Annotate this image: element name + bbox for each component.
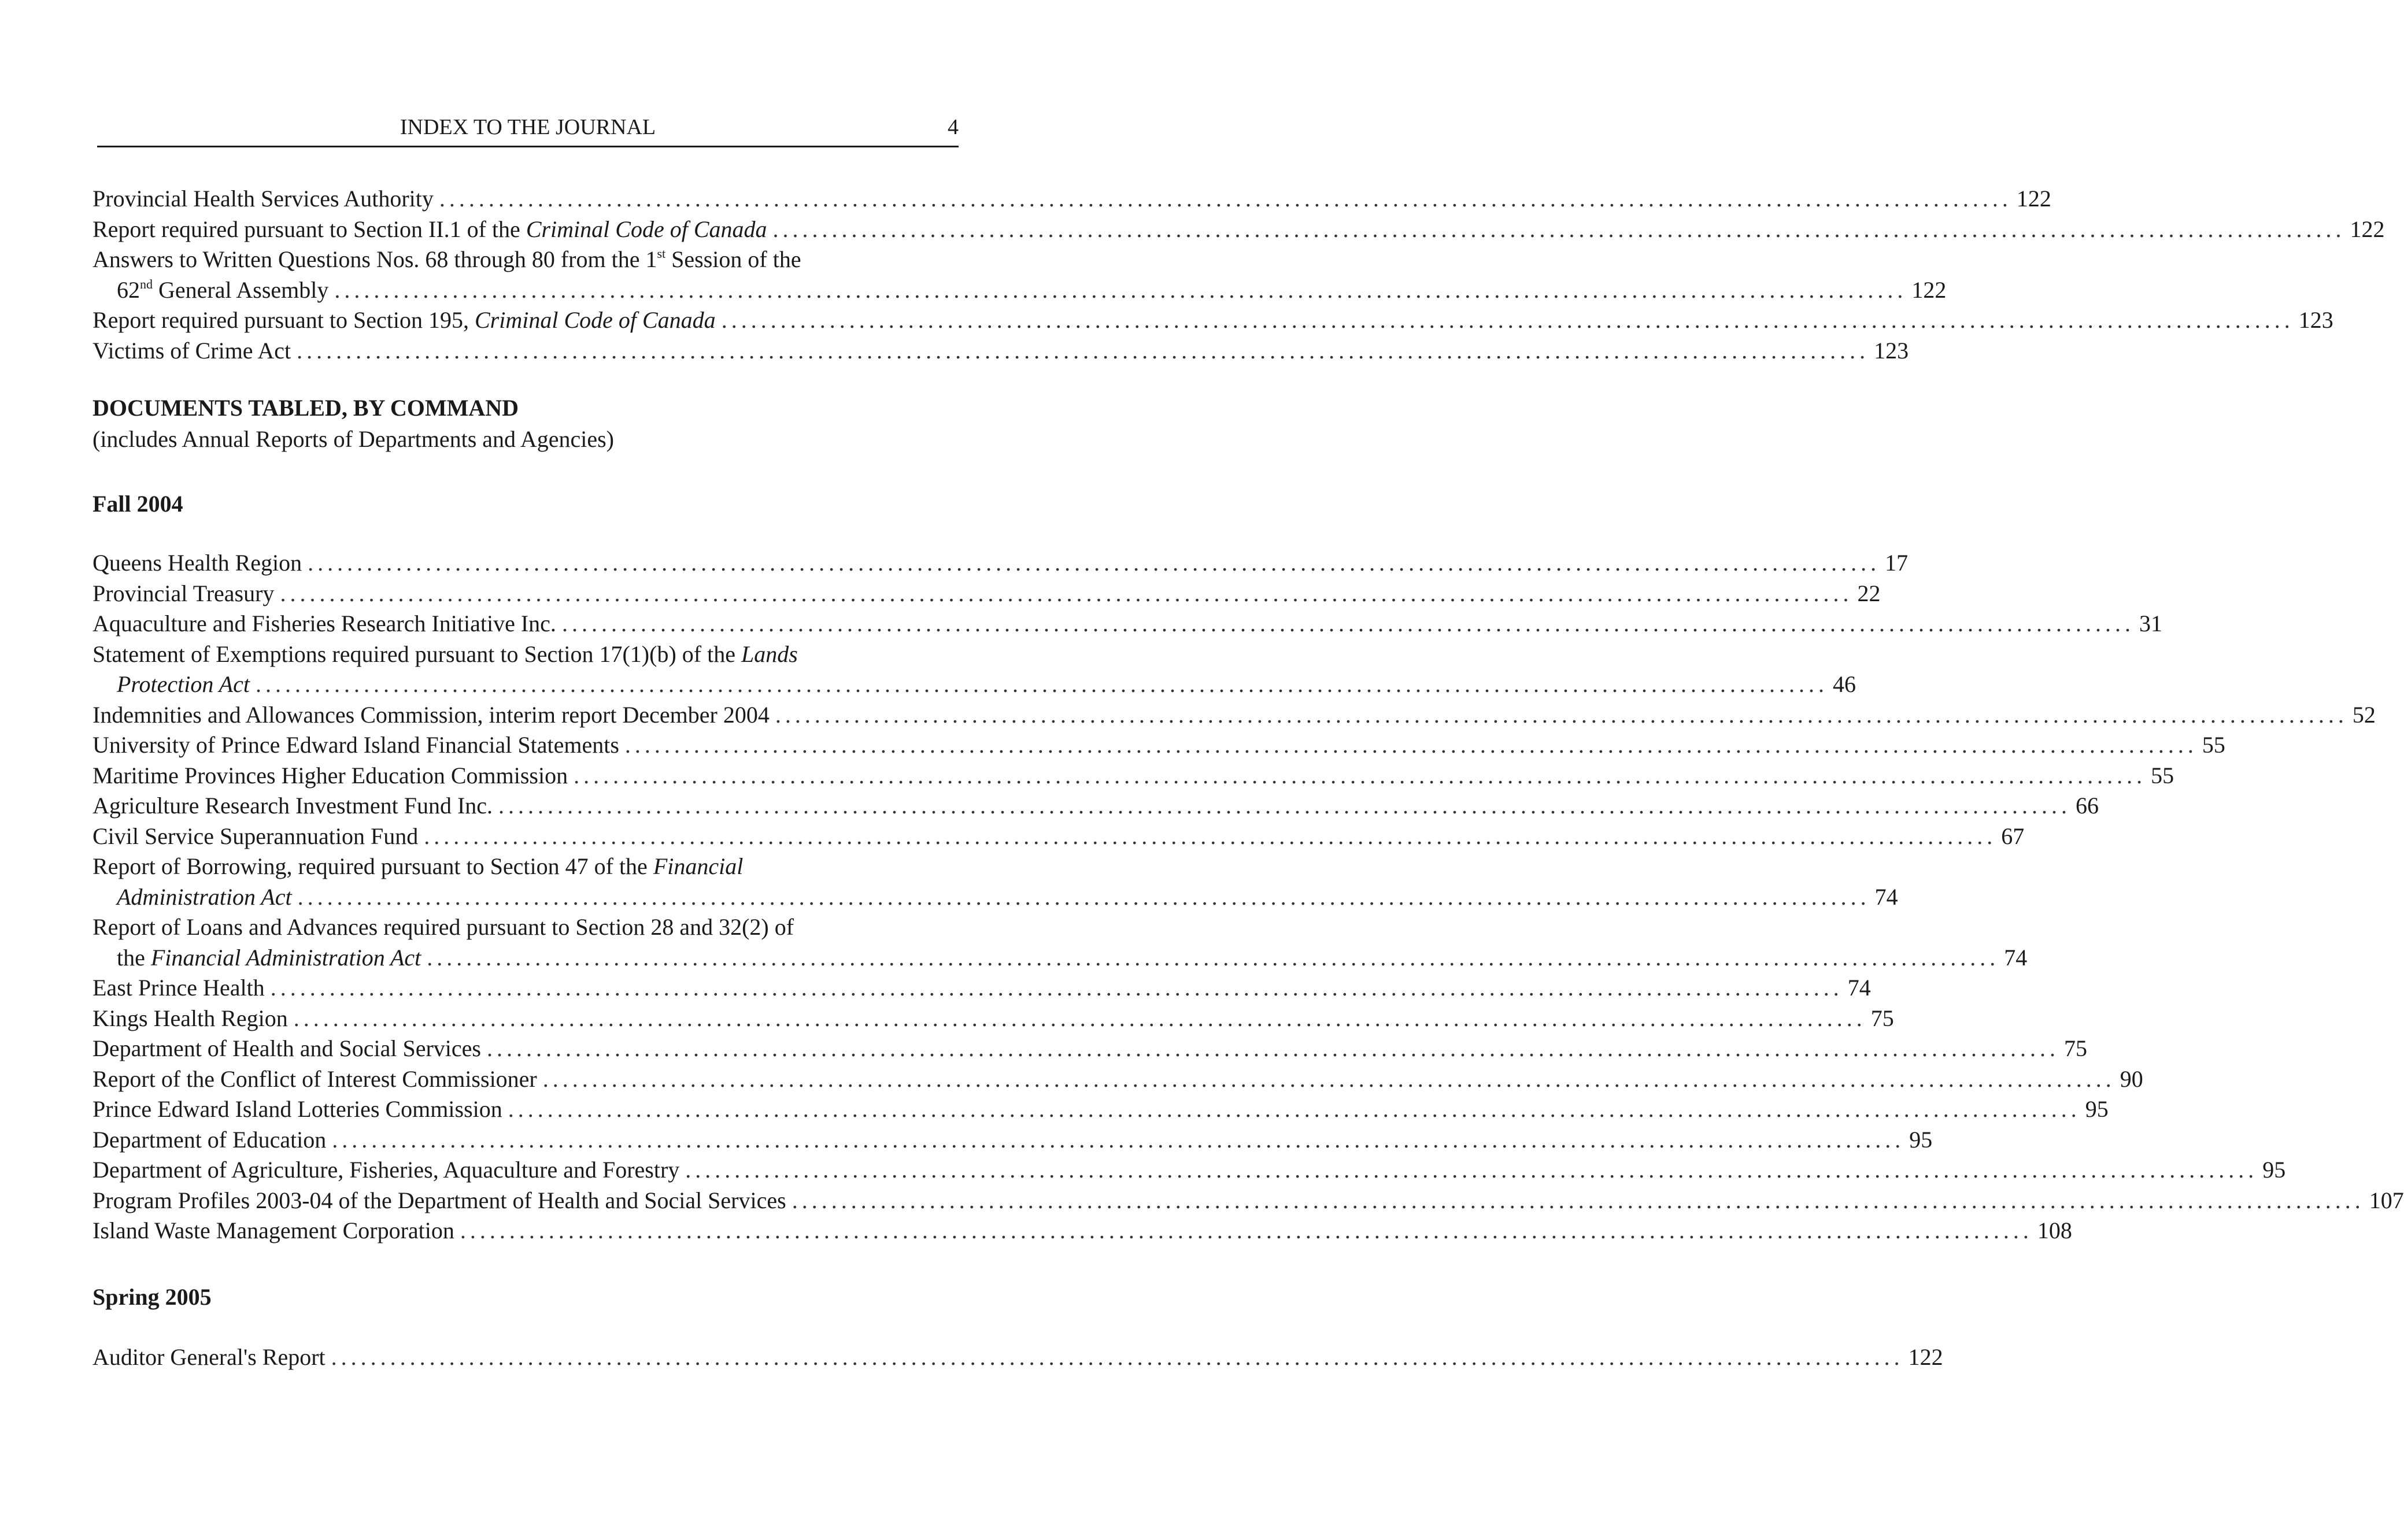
fall-2004-heading: Fall 2004 bbox=[93, 491, 183, 517]
entry-text-line: Statement of Exemptions required pursuant to Section 17(1)(b) of the Lands bbox=[93, 641, 798, 667]
entry-page: 46 bbox=[1832, 671, 1856, 697]
entry-page: 22 bbox=[1857, 580, 1881, 606]
entry-page: 74 bbox=[1874, 883, 1898, 910]
dot-leader: ................................................................................................................................................................ bbox=[280, 580, 1853, 606]
entry-page: 55 bbox=[2151, 762, 2174, 788]
index-entry bbox=[93, 1034, 2087, 1064]
entry-text-line: Report of Borrowing, required pursuant to Section 47 of the Financial bbox=[93, 853, 744, 879]
fall-entries-list bbox=[93, 548, 2404, 1246]
entry-page: 122 bbox=[2016, 186, 2051, 212]
entry-text: Maritime Provinces Higher Education Commission bbox=[93, 762, 568, 788]
dot-leader: ................................................................................................................................................................ bbox=[508, 1096, 2081, 1122]
entry-text: Aquaculture and Fisheries Research Initiative Inc. bbox=[93, 610, 556, 636]
dot-leader: ................................................................................................................................................................ bbox=[270, 975, 1843, 1001]
index-entry bbox=[93, 821, 2025, 852]
index-entry bbox=[93, 579, 1881, 609]
index-entry bbox=[93, 730, 2225, 761]
entry-page: 107 bbox=[2369, 1187, 2404, 1213]
entry-text: Report required pursuant to Section II.1 of the Criminal Code of Canada bbox=[93, 216, 767, 242]
dot-leader: ................................................................................................................................................................ bbox=[487, 1035, 2059, 1061]
entry-page: 52 bbox=[2352, 701, 2376, 728]
entry-page: 74 bbox=[1847, 975, 1871, 1001]
entry-text: Department of Health and Social Services bbox=[93, 1035, 481, 1061]
dot-leader: ................................................................................................................................................................ bbox=[332, 1126, 1905, 1153]
page-header bbox=[97, 114, 959, 149]
dot-leader: ................................................................................................................................................................ bbox=[331, 1344, 1904, 1370]
spring-2005-heading: Spring 2005 bbox=[93, 1284, 212, 1310]
index-entry bbox=[93, 214, 2385, 245]
dot-leader: ................................................................................................................................................................ bbox=[308, 550, 1881, 576]
index-entry bbox=[93, 761, 2174, 791]
entry-text: Administration Act bbox=[117, 883, 292, 910]
dot-leader: ................................................................................................................................................................ bbox=[424, 823, 1997, 849]
dot-leader: ................................................................................................................................................................ bbox=[427, 944, 2000, 971]
entry-text: Prince Edward Island Lotteries Commission bbox=[93, 1096, 502, 1122]
dot-leader: ................................................................................................................................................................ bbox=[772, 216, 2346, 242]
dot-leader: ................................................................................................................................................................ bbox=[685, 1157, 2258, 1183]
entry-page: 74 bbox=[2004, 944, 2028, 971]
entry-text: Kings Health Region bbox=[93, 1005, 288, 1031]
entry-text: Auditor General's Report bbox=[93, 1344, 326, 1370]
entry-text: 62nd General Assembly bbox=[117, 276, 329, 303]
dot-leader: ................................................................................................................................................................ bbox=[721, 307, 2294, 333]
index-entry bbox=[93, 1186, 2404, 1216]
index-entry bbox=[93, 305, 2333, 336]
entry-text: Queens Health Region bbox=[93, 550, 302, 576]
index-entry bbox=[93, 1342, 1943, 1373]
index-entry bbox=[93, 1155, 2286, 1186]
entry-text: Indemnities and Allowances Commission, interim report December 2004 bbox=[93, 701, 770, 728]
entry-text: Civil Service Superannuation Fund bbox=[93, 823, 419, 849]
entry-page: 122 bbox=[1911, 276, 1947, 303]
dot-leader: ................................................................................................................................................................ bbox=[574, 762, 2147, 788]
entry-text: Program Profiles 2003-04 of the Department of Health and Social Services bbox=[93, 1187, 786, 1213]
dot-leader: ................................................................................................................................................................ bbox=[498, 793, 2072, 819]
index-entry bbox=[93, 1216, 2072, 1246]
entry-page: 123 bbox=[1874, 337, 1909, 364]
dot-leader: ................................................................................................................................................................ bbox=[561, 610, 2135, 636]
entry-text-line: Report of Loans and Advances required pursuant to Section 28 and 32(2) of bbox=[93, 914, 794, 940]
section-subheading: (includes Annual Reports of Departments and Agencies) bbox=[93, 426, 614, 452]
index-entry bbox=[93, 1004, 1894, 1034]
dot-leader: ................................................................................................................................................................ bbox=[334, 276, 1907, 303]
index-entry bbox=[93, 639, 1856, 700]
entry-page: 122 bbox=[2350, 216, 2385, 242]
entry-italic-title: Criminal Code of Canada bbox=[526, 216, 767, 242]
dot-leader: ................................................................................................................................................................ bbox=[775, 701, 2348, 728]
entry-page: 123 bbox=[2298, 307, 2333, 333]
entry-text: the Financial Administration Act bbox=[117, 944, 421, 971]
index-entry bbox=[93, 700, 2376, 731]
entry-page: 55 bbox=[2202, 732, 2225, 758]
index-entry bbox=[93, 609, 2162, 639]
dot-leader: ................................................................................................................................................................ bbox=[255, 671, 1828, 697]
entry-page: 66 bbox=[2076, 793, 2099, 819]
dot-leader: ................................................................................................................................................................ bbox=[297, 337, 1870, 364]
section-heading: DOCUMENTS TABLED, BY COMMAND bbox=[93, 395, 519, 421]
entry-italic-title: Criminal Code of Canada bbox=[474, 307, 716, 333]
entry-text: Protection Act bbox=[117, 671, 250, 697]
entry-text: Department of Education bbox=[93, 1126, 327, 1153]
dot-leader: ................................................................................................................................................................ bbox=[542, 1065, 2115, 1092]
entry-page: 95 bbox=[2262, 1157, 2286, 1183]
index-entry bbox=[93, 1064, 2143, 1095]
entry-page: 90 bbox=[2120, 1065, 2143, 1092]
entry-text: Department of Agriculture, Fisheries, Aquaculture and Forestry bbox=[93, 1157, 680, 1183]
index-entry bbox=[93, 852, 1898, 912]
entry-text: Provincial Treasury bbox=[93, 580, 275, 606]
dot-leader: ................................................................................................................................................................ bbox=[439, 186, 2012, 212]
entry-text: Agriculture Research Investment Fund Inc. bbox=[93, 793, 493, 819]
entry-text: University of Prince Edward Island Financial Statements bbox=[93, 732, 619, 758]
entry-text: East Prince Health bbox=[93, 975, 265, 1001]
index-entry bbox=[93, 184, 2051, 214]
page-title: INDEX TO THE JOURNAL bbox=[400, 115, 656, 139]
index-entry bbox=[93, 1094, 2109, 1125]
index-entry bbox=[93, 973, 1871, 1004]
page-number: 4 bbox=[948, 115, 959, 139]
entry-text: Island Waste Management Corporation bbox=[93, 1217, 454, 1243]
entry-page: 108 bbox=[2037, 1217, 2072, 1243]
entry-text: Report of the Conflict of Interest Commissioner bbox=[93, 1065, 537, 1092]
entry-page: 17 bbox=[1885, 550, 1909, 576]
entry-page: 122 bbox=[1908, 1344, 1943, 1370]
index-entry bbox=[93, 1125, 1933, 1156]
dot-leader: ................................................................................................................................................................ bbox=[293, 1005, 1866, 1031]
top-entries-list bbox=[93, 184, 2385, 366]
entry-page: 75 bbox=[2064, 1035, 2087, 1061]
index-entry bbox=[93, 912, 2028, 973]
entry-text: Victims of Crime Act bbox=[93, 337, 291, 364]
index-entry bbox=[93, 548, 1909, 579]
entry-text: Provincial Health Services Authority bbox=[93, 186, 434, 212]
entry-page: 95 bbox=[2085, 1096, 2109, 1122]
entry-page: 31 bbox=[2139, 610, 2162, 636]
dot-leader: ................................................................................................................................................................ bbox=[792, 1187, 2365, 1213]
dot-leader: ................................................................................................................................................................ bbox=[297, 883, 1870, 910]
entry-page: 75 bbox=[1870, 1005, 1894, 1031]
entry-page: 95 bbox=[1909, 1126, 1933, 1153]
spring-entries-list bbox=[93, 1342, 1943, 1373]
entry-page: 67 bbox=[2001, 823, 2025, 849]
index-entry bbox=[93, 245, 1947, 305]
dot-leader: ................................................................................................................................................................ bbox=[624, 732, 2198, 758]
dot-leader: ................................................................................................................................................................ bbox=[460, 1217, 2033, 1243]
entry-text-line: Answers to Written Questions Nos. 68 through 80 from the 1st Session of the bbox=[93, 246, 801, 272]
index-entry bbox=[93, 336, 1909, 367]
header-rule bbox=[97, 146, 959, 147]
entry-text: Report required pursuant to Section 195, Criminal Code of Canada bbox=[93, 307, 716, 333]
index-entry bbox=[93, 791, 2099, 821]
